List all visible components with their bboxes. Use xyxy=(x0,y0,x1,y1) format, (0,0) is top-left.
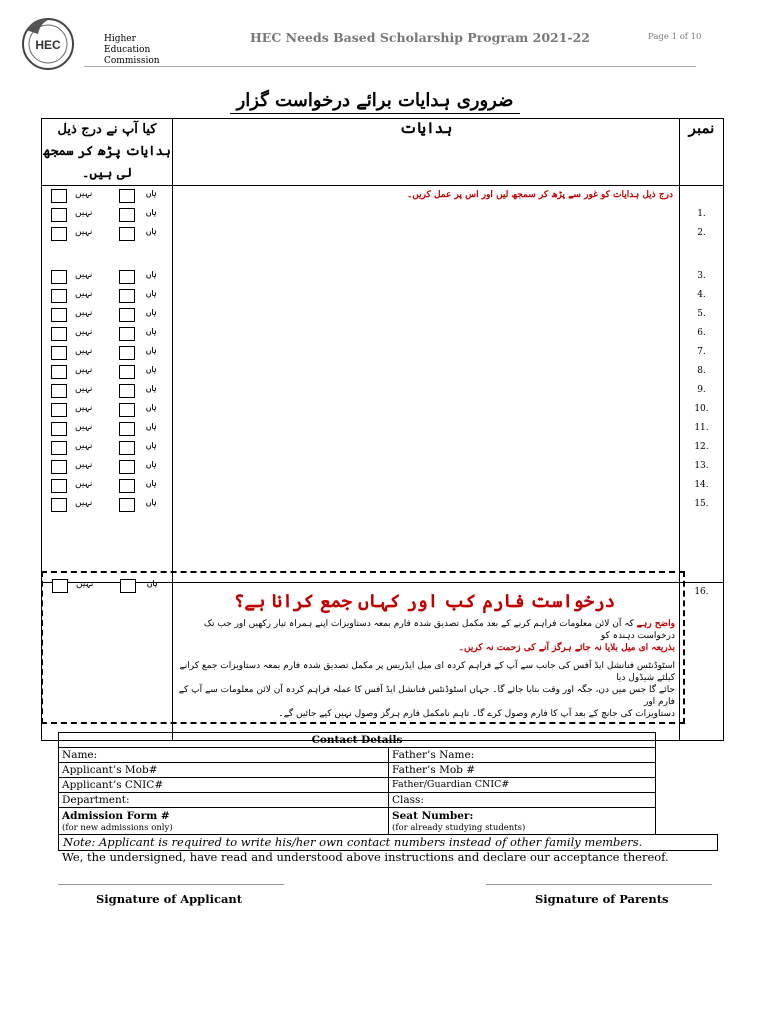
no-checkbox[interactable] xyxy=(51,327,67,341)
yes-label: ہاں xyxy=(147,579,158,589)
no-label: نہیں xyxy=(75,460,93,470)
yes-label: ہاں xyxy=(146,308,157,318)
yes-no-row xyxy=(42,186,172,205)
no-label: نہیں xyxy=(75,479,93,489)
yesno-question-line: ہدایات پڑھ کر سمجھ لی ہیں۔ xyxy=(43,144,171,181)
yes-checkbox[interactable] xyxy=(119,403,135,417)
hec-logo xyxy=(14,14,82,72)
yes-checkbox[interactable] xyxy=(119,327,135,341)
item-number: 5. xyxy=(697,309,706,319)
yes-no-row xyxy=(42,438,172,457)
item-number: 7. xyxy=(697,347,706,357)
text-line: اسٹوڈنٹس فنانشل ایڈ آفس کی جانب سے آپ کے فراہم کردہ ای میل ایڈریس پر مکمل تصدیق شدہ فارم بمعہ دستاویزات جمع کرانے کیلئے شیڈول دیا xyxy=(179,661,675,683)
no-checkbox[interactable] xyxy=(51,365,67,379)
no-label: نہیں xyxy=(75,498,93,508)
org-name xyxy=(104,34,184,67)
yes-no-row xyxy=(42,381,172,400)
item-number: 12. xyxy=(694,442,709,452)
no-label: نہیں xyxy=(75,346,93,356)
yes-label: ہاں xyxy=(146,289,157,299)
yes-label: ہاں xyxy=(146,270,157,280)
applicant-mobile-field[interactable]: Applicant’s Mob# xyxy=(59,763,389,778)
no-label: نہیں xyxy=(75,227,93,237)
yes-checkbox[interactable] xyxy=(119,422,135,436)
no-checkbox[interactable] xyxy=(51,498,67,512)
checkbox-column xyxy=(42,186,173,583)
yes-no-row xyxy=(42,224,172,243)
submission-title: درخواست فارم کب اور کہاں جمع کرانا ہے؟ xyxy=(233,591,616,612)
yes-label: ہاں xyxy=(146,479,157,489)
declaration-text: We, the undersigned, have read and understood above instructions and declare our acceptance thereof. xyxy=(62,850,669,864)
no-label: نہیں xyxy=(75,289,93,299)
yes-checkbox[interactable] xyxy=(119,365,135,379)
no-checkbox[interactable] xyxy=(51,441,67,455)
instructions-body xyxy=(173,186,680,583)
yesno-header xyxy=(42,119,173,186)
no-label: نہیں xyxy=(75,308,93,318)
yes-checkbox[interactable] xyxy=(119,498,135,512)
no-label: نہیں xyxy=(75,270,93,280)
submission-paragraph-1 xyxy=(174,618,675,654)
org-line: Education xyxy=(104,45,151,55)
no-checkbox[interactable] xyxy=(51,460,67,474)
yes-checkbox[interactable] xyxy=(119,208,135,222)
submission-info-box xyxy=(41,571,685,724)
yesno-question-line: کیا آپ نے درج ذیل xyxy=(57,122,157,137)
yes-no-row xyxy=(42,476,172,495)
no-label: نہیں xyxy=(75,365,93,375)
admission-form-note: (for new admissions only) xyxy=(62,822,173,833)
logo-text: HEC xyxy=(35,38,61,52)
instructions-header: ہدایات xyxy=(173,119,680,186)
seat-number-field[interactable] xyxy=(389,808,656,835)
page-title: ضروری ہدایات برائے درخواست گزار xyxy=(230,90,520,114)
number-column xyxy=(680,186,724,583)
yes-checkbox[interactable] xyxy=(119,479,135,493)
yes-no-row xyxy=(42,457,172,476)
item-number: 3. xyxy=(697,271,706,281)
applicant-signature-line[interactable] xyxy=(58,884,284,885)
yes-label: ہاں xyxy=(146,384,157,394)
guardian-cnic-field[interactable]: Father/Guardian CNIC# xyxy=(389,778,656,793)
header-divider xyxy=(84,66,696,67)
yes-label: ہاں xyxy=(146,498,157,508)
yes-no-row xyxy=(42,419,172,438)
header-title: HEC Needs Based Scholarship Program 2021-22 xyxy=(250,30,591,45)
no-label: نہیں xyxy=(75,208,93,218)
no-label: نہیں xyxy=(75,384,93,394)
contact-details-table xyxy=(58,732,656,835)
admission-form-field[interactable] xyxy=(59,808,389,835)
yes-no-row xyxy=(42,495,172,514)
no-label: نہیں xyxy=(76,579,94,589)
yes-label: ہاں xyxy=(146,365,157,375)
org-line: Higher xyxy=(104,34,136,44)
yes-checkbox[interactable] xyxy=(119,270,135,284)
yes-checkbox[interactable] xyxy=(119,460,135,474)
no-checkbox[interactable] xyxy=(51,270,67,284)
yes-checkbox[interactable] xyxy=(119,289,135,303)
yes-label: ہاں xyxy=(146,403,157,413)
number-column-16 xyxy=(680,583,724,741)
yes-label: ہاں xyxy=(146,227,157,237)
father-mobile-field[interactable]: Father’s Mob # xyxy=(389,763,656,778)
notice-label: واضح رہے xyxy=(636,619,675,629)
yes-checkbox[interactable] xyxy=(119,308,135,322)
contact-note: Note: Applicant is required to write his/her own contact numbers instead of other family members. xyxy=(58,834,718,851)
yes-no-row xyxy=(42,400,172,419)
no-checkbox[interactable] xyxy=(52,579,68,593)
yes-no-row xyxy=(42,267,172,286)
contact-heading: Contact Details xyxy=(59,733,656,748)
no-checkbox[interactable] xyxy=(51,227,67,241)
no-label: نہیں xyxy=(75,327,93,337)
class-field[interactable]: Class: xyxy=(389,793,656,808)
no-label: نہیں xyxy=(75,441,93,451)
applicant-cnic-field[interactable]: Applicant’s CNIC# xyxy=(59,778,389,793)
yes-label: ہاں xyxy=(146,422,157,432)
yes-no-row xyxy=(43,576,174,595)
no-checkbox[interactable] xyxy=(51,384,67,398)
text-line: جائے گا جس میں دن، جگہ اور وقت بتایا جائے گا۔ جہاں اسٹوڈنٹس فنانشل ایڈ آفس کا عملہ فراہم کردہ آن لائن معلومات سے آپ کے فارم اور xyxy=(178,685,675,707)
org-line: Commission xyxy=(104,56,160,66)
applicant-signature-label: Signature of Applicant xyxy=(96,892,243,906)
no-checkbox[interactable] xyxy=(51,289,67,303)
text-line: کہ آن لائن معلومات فراہم کرنے کے بعد مکمل تصدیق شدہ فارم بمعہ دستاویزات اپنے ہمراہ تیار رکھیں اور جب تک درخواست دہندہ کو xyxy=(203,619,675,641)
yes-label: ہاں xyxy=(146,346,157,356)
no-label: نہیں xyxy=(75,403,93,413)
seat-number-label: Seat Number: xyxy=(392,809,474,822)
no-checkbox[interactable] xyxy=(51,208,67,222)
item-number: 16. xyxy=(694,587,709,597)
yes-checkbox[interactable] xyxy=(119,384,135,398)
yes-label: ہاں xyxy=(146,327,157,337)
no-checkbox[interactable] xyxy=(51,308,67,322)
item-number: 8. xyxy=(697,366,706,376)
yes-checkbox[interactable] xyxy=(119,189,135,203)
department-field[interactable]: Department: xyxy=(59,793,389,808)
submission-paragraph-2 xyxy=(174,660,675,720)
item-number: 6. xyxy=(697,328,706,338)
no-label: نہیں xyxy=(75,422,93,432)
item-number: 11. xyxy=(694,423,709,433)
item-number: 14. xyxy=(694,480,709,490)
intro-instruction: درج ذیل ہدایات کو غور سے پڑھ کر سمجھ لیں اور اس پر عمل کریں۔ xyxy=(406,190,673,200)
yes-checkbox[interactable] xyxy=(119,441,135,455)
yes-no-row xyxy=(42,286,172,305)
yes-checkbox[interactable] xyxy=(119,346,135,360)
yes-no-row xyxy=(42,343,172,362)
item-number: 9. xyxy=(697,385,706,395)
yes-no-row xyxy=(42,324,172,343)
item-number: 10. xyxy=(694,404,709,414)
admission-form-label: Admission Form # xyxy=(62,809,170,822)
no-checkbox[interactable] xyxy=(51,189,67,203)
text-line: دستاویزات کی جانچ کے بعد آپ کا فارم وصول کرے گا۔ تاہم نامکمل فارم ہرگز وصول نہیں کیے جائیں گے۔ xyxy=(278,709,675,719)
yes-label: ہاں xyxy=(146,208,157,218)
page-number: Page 1 of 10 xyxy=(648,32,702,42)
no-checkbox[interactable] xyxy=(51,422,67,436)
yes-no-row xyxy=(42,205,172,224)
item-number: 2. xyxy=(697,228,706,238)
yes-label: ہاں xyxy=(146,441,157,451)
item-number: 15. xyxy=(694,499,709,509)
item-number: 4. xyxy=(697,290,706,300)
number-header: نمبر xyxy=(680,119,724,186)
item-number: 1. xyxy=(697,209,706,219)
seat-number-note: (for already studying students) xyxy=(392,822,526,833)
text-line: بذریعہ ای میل بلایا نہ جائے ہرگز آنے کی زحمت نہ کریں۔ xyxy=(458,643,675,653)
no-checkbox[interactable] xyxy=(51,479,67,493)
yes-label: ہاں xyxy=(146,460,157,470)
father-name-field[interactable]: Father’s Name: xyxy=(389,748,656,763)
yes-no-row xyxy=(42,305,172,324)
applicant-name-field[interactable]: Name: xyxy=(59,748,389,763)
parents-signature-label: Signature of Parents xyxy=(535,892,669,906)
parents-signature-line[interactable] xyxy=(486,884,712,885)
yes-checkbox[interactable] xyxy=(119,227,135,241)
yes-no-row xyxy=(42,362,172,381)
no-checkbox[interactable] xyxy=(51,346,67,360)
item-number: 13. xyxy=(694,461,709,471)
no-checkbox[interactable] xyxy=(51,403,67,417)
yes-checkbox[interactable] xyxy=(120,579,136,593)
yes-label: ہاں xyxy=(146,189,157,199)
hec-emblem-icon xyxy=(14,14,82,72)
no-label: نہیں xyxy=(75,189,93,199)
